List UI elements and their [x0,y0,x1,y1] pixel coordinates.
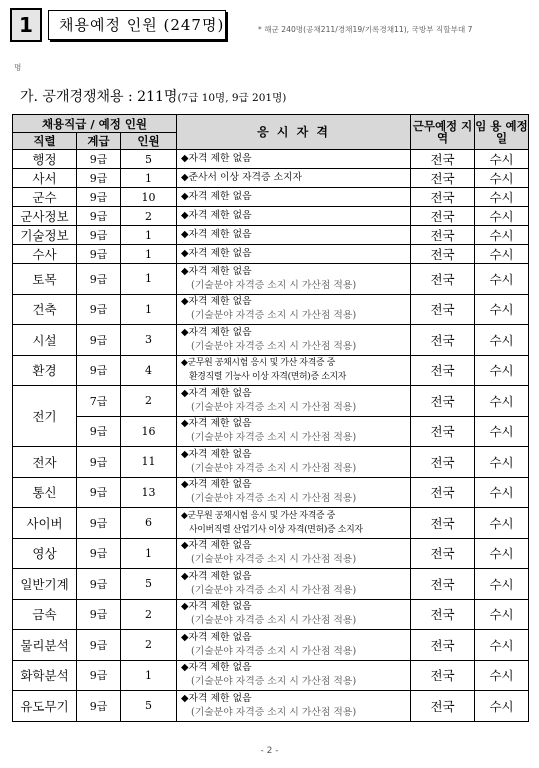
hire-date-cell: 수시 [475,169,529,188]
qualification-line: ◆자격 제한 없음 [181,248,252,259]
region-cell: 전국 [411,386,475,417]
qualification-cell [177,188,411,207]
section-heading [20,86,286,106]
count-cell: 1 [121,264,177,295]
grade-cell: 9급 [77,294,121,325]
hire-date-cell: 수시 [475,325,529,356]
count-cell: 16 [121,416,177,447]
page-number: - 2 - [260,746,279,756]
job-cell: 전기 [13,386,77,447]
qualification-cell [177,169,411,188]
header [10,8,531,44]
region-cell: 전국 [411,325,475,356]
qualification-line: ◆자격 제한 없음 [181,448,252,460]
count-cell: 1 [121,294,177,325]
qualification-cell [177,660,411,691]
grade-cell: 9급 [77,169,121,188]
hire-date-cell: 수시 [475,207,529,226]
section-number: 1 [10,8,42,42]
job-cell: 토목 [13,264,77,295]
grade-cell: 9급 [77,599,121,630]
qualification-cell [177,630,411,661]
table-row [13,169,529,188]
count-cell: 2 [121,599,177,630]
region-cell: 전국 [411,264,475,295]
region-cell: 전국 [411,416,475,447]
hire-date-cell: 수시 [475,150,529,169]
hire-date-cell: 수시 [475,691,529,722]
grade-cell: 9급 [77,569,121,600]
grade-cell: 9급 [77,355,121,386]
qualification-cell [177,294,411,325]
qualification-note: (기술분야 자격증 소지 시 가산점 적용) [191,584,357,596]
grade-cell: 9급 [77,691,121,722]
count-cell: 1 [121,226,177,245]
hire-date-cell: 수시 [475,355,529,386]
job-cell: 물리분석 [13,630,77,661]
job-cell: 수사 [13,245,77,264]
count-cell: 3 [121,325,177,356]
region-cell: 전국 [411,169,475,188]
recruitment-table [12,114,529,722]
qualification-note: (기술분야 자격증 소지 시 가산점 적용) [191,676,357,688]
region-cell: 전국 [411,508,475,539]
count-cell: 1 [121,169,177,188]
count-cell: 1 [121,245,177,264]
grade-cell: 7급 [77,386,121,417]
count-cell: 5 [121,569,177,600]
job-cell: 건축 [13,294,77,325]
count-cell: 6 [121,508,177,539]
table-row [13,188,529,207]
qualification-note: (기술분야 자격증 소지 시 가산점 적용) [191,554,357,566]
count-cell: 11 [121,447,177,478]
qualification-cell [177,599,411,630]
region-cell: 전국 [411,630,475,661]
qualification-line: ◆자격 제한 없음 [181,570,252,582]
grade-cell: 9급 [77,660,121,691]
count-cell: 2 [121,386,177,417]
qualification-cell [177,245,411,264]
table-row [13,207,529,226]
grade-cell: 9급 [77,264,121,295]
region-cell: 전국 [411,477,475,508]
job-cell: 군사정보 [13,207,77,226]
qualification-cell [177,264,411,295]
qualification-line: ◆자격 제한 없음 [181,265,252,277]
job-cell: 일반기계 [13,569,77,600]
table-row [13,294,529,325]
hire-date-cell: 수시 [475,188,529,207]
qualification-line: ◆자격 제한 없음 [181,418,252,430]
job-cell: 사서 [13,169,77,188]
table-row [13,245,529,264]
header-region: 근무예정 지 역 [411,115,475,150]
qualification-note: 환경직렬 기능사 이상 자격(면허)증 소지자 [189,372,347,383]
region-cell: 전국 [411,691,475,722]
qualification-cell [177,538,411,569]
region-cell: 전국 [411,245,475,264]
count-cell: 4 [121,355,177,386]
page-title: 채용예정 인원 (247명) [48,10,226,40]
hire-date-cell: 수시 [475,569,529,600]
count-cell: 2 [121,630,177,661]
grade-cell: 9급 [77,447,121,478]
job-cell: 행정 [13,150,77,169]
hire-date-cell: 수시 [475,245,529,264]
job-cell: 사이버 [13,508,77,539]
region-cell: 전국 [411,599,475,630]
qualification-cell [177,386,411,417]
qualification-line: ◆자격 제한 없음 [181,210,252,221]
qualification-note: (기술분야 자격증 소지 시 가산점 적용) [191,615,357,627]
job-cell: 환경 [13,355,77,386]
hire-date-cell: 수시 [475,630,529,661]
qualification-line: ◆군무원 공채시험 응시 및 가산 자격증 중 [181,510,336,521]
qualification-cell [177,207,411,226]
header-count: 인원 [121,133,177,150]
qualification-line: ◆자격 제한 없음 [181,153,252,164]
table-row [13,660,529,691]
count-cell: 1 [121,660,177,691]
header-group: 채용직급 / 예정 인원 [13,115,177,133]
qualification-note: (기술분야 자격증 소지 시 가산점 적용) [191,462,357,474]
qualification-cell [177,477,411,508]
header-note: * 해군 240명(공채211/경채19/기록경채11), 국방부 직할부대 7 [258,25,473,34]
qualification-note: (기술분야 자격증 소지 시 가산점 적용) [191,340,357,352]
header-qualification: 응 시 자 격 [177,115,411,150]
hire-date-cell: 수시 [475,264,529,295]
job-cell: 시설 [13,325,77,356]
grade-cell: 9급 [77,416,121,447]
table-row [13,691,529,722]
count-cell: 13 [121,477,177,508]
hire-date-cell: 수시 [475,226,529,245]
table-row [13,150,529,169]
header-hire-date: 임 용 예정일 [475,115,529,150]
table-row [13,264,529,295]
qualification-line: ◆자격 제한 없음 [181,296,252,308]
region-cell: 전국 [411,538,475,569]
qualification-line: ◆자격 제한 없음 [181,540,252,552]
section-sub: (7급 10명, 9급 201명) [177,92,287,104]
header-job: 직렬 [13,133,77,150]
table-row [13,447,529,478]
qualification-cell [177,325,411,356]
qualification-cell [177,691,411,722]
region-cell: 전국 [411,226,475,245]
count-cell: 2 [121,207,177,226]
job-cell: 전자 [13,447,77,478]
hire-date-cell: 수시 [475,599,529,630]
grade-cell: 9급 [77,508,121,539]
grade-cell: 9급 [77,538,121,569]
qualification-note: (기술분야 자격증 소지 시 가산점 적용) [191,310,357,322]
hire-date-cell: 수시 [475,508,529,539]
header-note-continued: 명 [14,63,22,72]
grade-cell: 9급 [77,325,121,356]
grade-cell: 9급 [77,207,121,226]
table-row [13,386,529,417]
count-cell: 1 [121,538,177,569]
qualification-line: ◆자격 제한 없음 [181,631,252,643]
grade-cell: 9급 [77,188,121,207]
qualification-note: 사이버직렬 산업기사 이상 자격(면허)증 소지자 [189,524,363,535]
job-cell: 화학분석 [13,660,77,691]
qualification-line: ◆자격 제한 없음 [181,387,252,399]
grade-cell: 9급 [77,477,121,508]
job-cell: 금속 [13,599,77,630]
qualification-note: (기술분야 자격증 소지 시 가산점 적용) [191,645,357,657]
table-row [13,355,529,386]
hire-date-cell: 수시 [475,294,529,325]
qualification-cell [177,150,411,169]
qualification-cell [177,569,411,600]
table-row [13,630,529,661]
region-cell: 전국 [411,355,475,386]
qualification-line: ◆자격 제한 없음 [181,692,252,704]
qualification-line: ◆자격 제한 없음 [181,479,252,491]
grade-cell: 9급 [77,226,121,245]
header-grade: 계급 [77,133,121,150]
table-row [13,226,529,245]
hire-date-cell: 수시 [475,447,529,478]
region-cell: 전국 [411,207,475,226]
grade-cell: 9급 [77,245,121,264]
region-cell: 전국 [411,569,475,600]
qualification-line: ◆준사서 이상 자격증 소지자 [181,172,302,183]
qualification-note: (기술분야 자격증 소지 시 가산점 적용) [191,493,357,505]
table-row [13,477,529,508]
count-cell: 5 [121,150,177,169]
qualification-line: ◆자격 제한 없음 [181,229,252,240]
qualification-line: ◆자격 제한 없음 [181,191,252,202]
qualification-note: (기술분야 자격증 소지 시 가산점 적용) [191,401,357,413]
table-row [13,416,529,447]
grade-cell: 9급 [77,150,121,169]
qualification-cell [177,416,411,447]
job-cell: 영상 [13,538,77,569]
count-cell: 5 [121,691,177,722]
region-cell: 전국 [411,447,475,478]
count-cell: 10 [121,188,177,207]
table-row [13,569,529,600]
region-cell: 전국 [411,188,475,207]
grade-cell: 9급 [77,630,121,661]
table-row [13,599,529,630]
table-body [13,150,529,722]
section-label: 가. 공개경쟁채용 : 211명 [20,89,178,105]
qualification-line: ◆자격 제한 없음 [181,662,252,674]
qualification-line: ◆자격 제한 없음 [181,326,252,338]
table-row [13,508,529,539]
qualification-cell [177,355,411,386]
qualification-cell [177,226,411,245]
job-cell: 기술정보 [13,226,77,245]
region-cell: 전국 [411,150,475,169]
qualification-line: ◆군무원 공채시험 응시 및 가산 자격증 중 [181,358,336,369]
hire-date-cell: 수시 [475,386,529,417]
qualification-note: (기술분야 자격증 소지 시 가산점 적용) [191,432,357,444]
qualification-line: ◆자격 제한 없음 [181,601,252,613]
job-cell: 군수 [13,188,77,207]
qualification-note: (기술분야 자격증 소지 시 가산점 적용) [191,706,357,718]
hire-date-cell: 수시 [475,538,529,569]
hire-date-cell: 수시 [475,416,529,447]
job-cell: 통신 [13,477,77,508]
table-row [13,325,529,356]
region-cell: 전국 [411,660,475,691]
table-row [13,538,529,569]
job-cell: 유도무기 [13,691,77,722]
hire-date-cell: 수시 [475,660,529,691]
hire-date-cell: 수시 [475,477,529,508]
qualification-cell [177,447,411,478]
region-cell: 전국 [411,294,475,325]
qualification-cell [177,508,411,539]
qualification-note: (기술분야 자격증 소지 시 가산점 적용) [191,279,357,291]
